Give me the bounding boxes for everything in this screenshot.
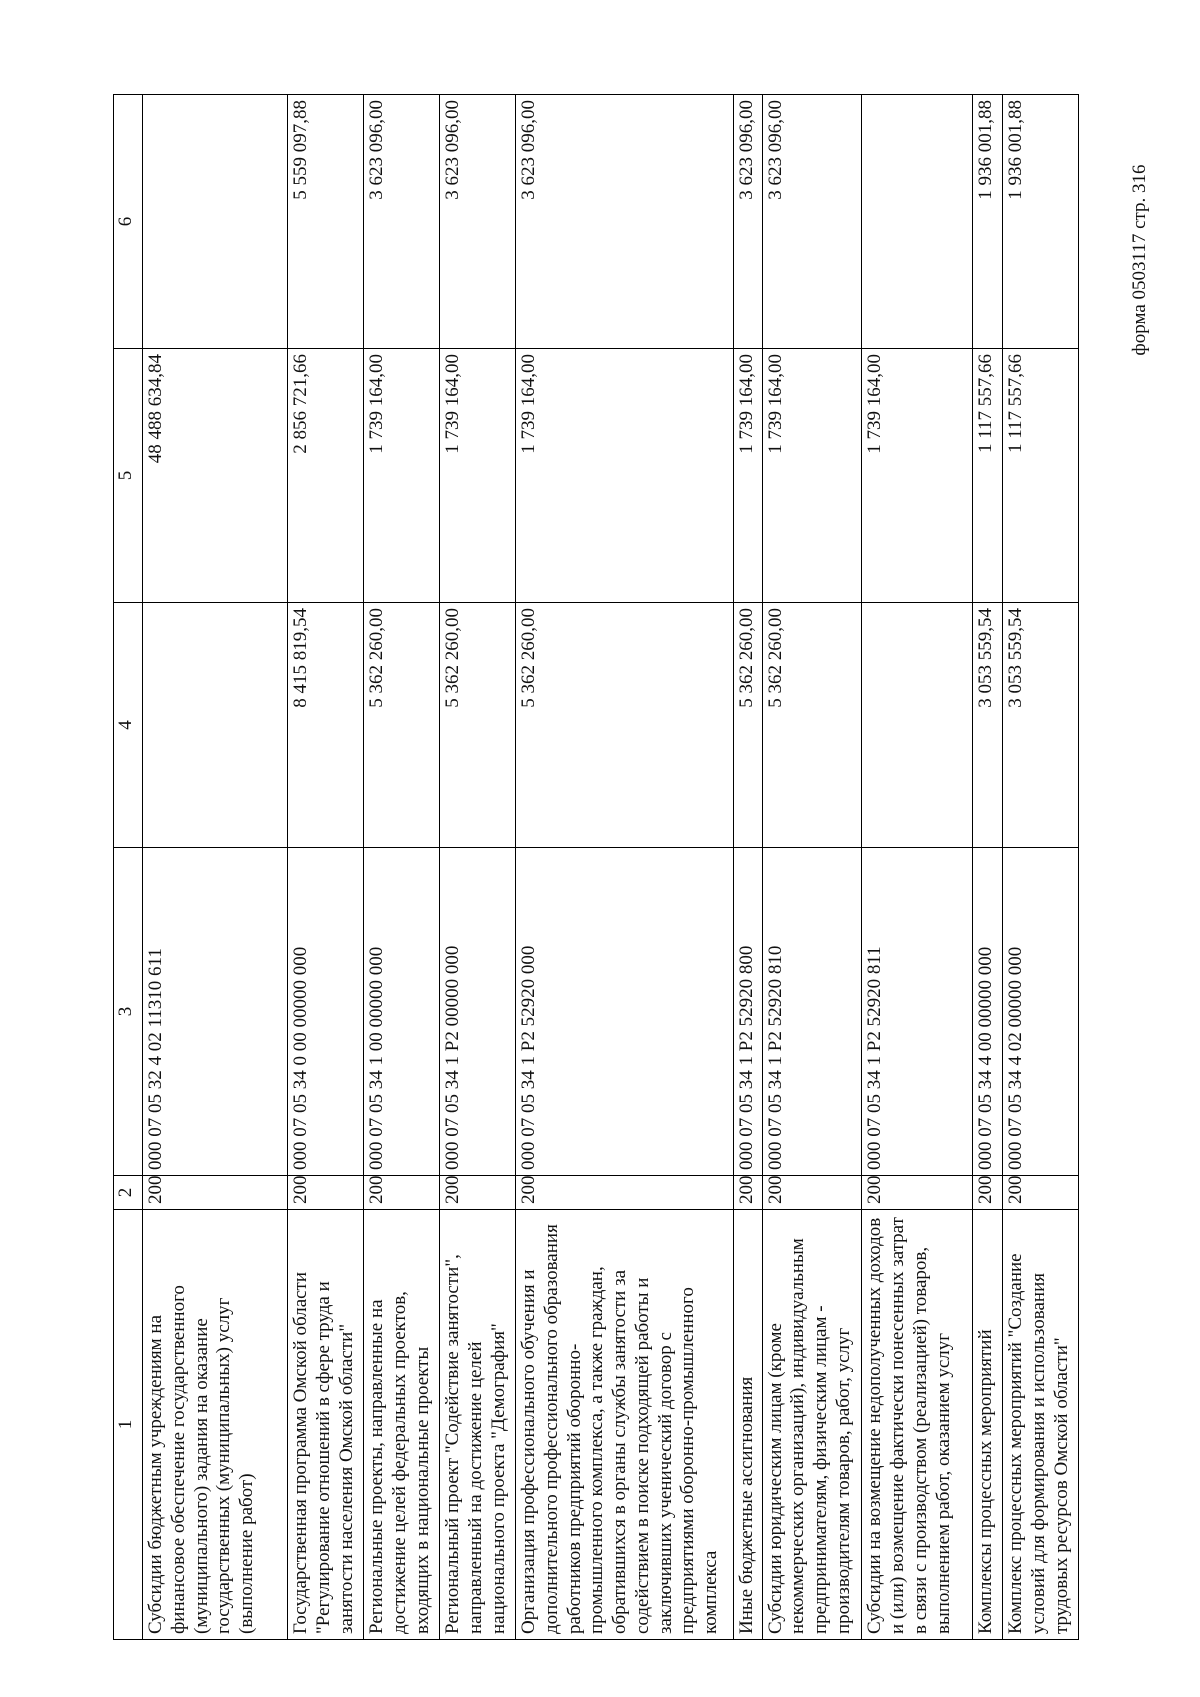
row-name: Комплекс процессных мероприятий "Создание условий для формирования и использования трудовых ресурсов Омской области" [1002, 1210, 1078, 1640]
row-name: Региональные проекты, направленные на достижение целей федеральных проектов, входящих в национальные проекты [363, 1210, 439, 1640]
row-approved: 3 053 559,54 [1002, 603, 1078, 848]
row-executed: 1 117 557,66 [1002, 349, 1078, 603]
row-unexecuted: 3 623 096,00 [515, 95, 733, 349]
row-name: Иные бюджетные ассигнования [733, 1210, 762, 1640]
row-budget-code: 000 07 05 34 1 P2 00000 000 [439, 848, 515, 1176]
row-approved: 5 362 260,00 [515, 603, 733, 848]
row-unexecuted: 1 936 001,88 [1002, 95, 1078, 349]
row-name: Государственная программа Омской области "Регулирование отношений в сфере труда и занятости населения Омской области" [287, 1210, 363, 1640]
table-row [363, 95, 439, 1640]
row-line-code: 200 [762, 1176, 862, 1210]
row-budget-code: 000 07 05 34 1 P2 52920 000 [515, 848, 733, 1176]
row-approved: 5 362 260,00 [733, 603, 762, 848]
row-budget-code: 000 07 05 34 4 00 00000 000 [972, 848, 1002, 1176]
row-approved: 5 362 260,00 [363, 603, 439, 848]
row-line-code: 200 [143, 1176, 288, 1210]
row-budget-code: 000 07 05 34 1 P2 52920 811 [862, 848, 973, 1176]
table-row [762, 95, 862, 1640]
table-row [515, 95, 733, 1640]
row-line-code: 200 [439, 1176, 515, 1210]
header-col-3: 3 [114, 848, 143, 1176]
table-row [287, 95, 363, 1640]
row-executed: 1 739 164,00 [862, 349, 973, 603]
row-approved: 3 053 559,54 [972, 603, 1002, 848]
row-approved [862, 603, 973, 848]
row-approved: 8 415 819,54 [287, 603, 363, 848]
row-budget-code: 000 07 05 34 4 02 00000 000 [1002, 848, 1078, 1176]
row-unexecuted: 3 623 096,00 [733, 95, 762, 349]
row-budget-code: 000 07 05 34 0 00 00000 000 [287, 848, 363, 1176]
row-unexecuted [143, 95, 288, 349]
row-executed: 2 856 721,66 [287, 349, 363, 603]
header-col-4: 4 [114, 603, 143, 848]
row-executed: 1 739 164,00 [363, 349, 439, 603]
row-line-code: 200 [363, 1176, 439, 1210]
report-table [113, 94, 1079, 1640]
header-col-6: 6 [114, 95, 143, 349]
table-row [1002, 95, 1078, 1640]
row-executed: 1 739 164,00 [439, 349, 515, 603]
row-name: Субсидии бюджетным учреждениям на финансовое обеспечение государственного (муниципального) задания на оказание государственных (муниципальных) услуг (выполнение работ) [143, 1210, 288, 1640]
table-row [143, 95, 288, 1640]
row-line-code: 200 [1002, 1176, 1078, 1210]
row-name: Организация профессионального обучения и дополнительного профессионального образования работников предприятий оборонно-промышленного комплекса, а также граждан, обратившихся в органы службы занятости за содействием в поиске подходящей работы и заключивших ученический договор с предприятиями оборонно-промышленного комплекса [515, 1210, 733, 1640]
table-header-row [114, 95, 143, 1640]
row-line-code: 200 [287, 1176, 363, 1210]
header-col-1: 1 [114, 1210, 143, 1640]
row-budget-code: 000 07 05 34 1 00 00000 000 [363, 848, 439, 1176]
row-executed: 1 739 164,00 [762, 349, 862, 603]
row-executed: 1 117 557,66 [972, 349, 1002, 603]
row-name: Региональный проект "Содействие занятости", направленный на достижение целей национального проекта "Демография" [439, 1210, 515, 1640]
row-name: Комплексы процессных мероприятий [972, 1210, 1002, 1640]
row-budget-code: 000 07 05 34 1 P2 52920 800 [733, 848, 762, 1176]
row-budget-code: 000 07 05 32 4 02 11310 611 [143, 848, 288, 1176]
row-unexecuted: 5 559 097,88 [287, 95, 363, 349]
row-budget-code: 000 07 05 34 1 P2 52920 810 [762, 848, 862, 1176]
row-line-code: 200 [972, 1176, 1002, 1210]
row-line-code: 200 [733, 1176, 762, 1210]
row-name: Субсидии на возмещение недополученных доходов и (или) возмещение фактически понесенных затрат в связи с производством (реализацией) товаров, выполнением работ, оказанием услуг [862, 1210, 973, 1640]
row-unexecuted: 3 623 096,00 [762, 95, 862, 349]
row-executed: 48 488 634,84 [143, 349, 288, 603]
table-row [439, 95, 515, 1640]
report-table-sheet [113, 95, 1079, 1640]
table-row [862, 95, 973, 1640]
row-unexecuted: 3 623 096,00 [363, 95, 439, 349]
form-label: форма 0503117 стр. 316 [1129, 164, 1150, 356]
table-row [733, 95, 762, 1640]
row-line-code: 200 [862, 1176, 973, 1210]
row-unexecuted [862, 95, 973, 349]
header-col-5: 5 [114, 349, 143, 603]
row-name: Субсидии юридическим лицам (кроме некоммерческих организаций), индивидуальным предпринимателям, физическим лицам - производителям товаров, работ, услуг [762, 1210, 862, 1640]
row-unexecuted: 3 623 096,00 [439, 95, 515, 349]
row-approved [143, 603, 288, 848]
row-line-code: 200 [515, 1176, 733, 1210]
row-approved: 5 362 260,00 [762, 603, 862, 848]
row-executed: 1 739 164,00 [515, 349, 733, 603]
row-approved: 5 362 260,00 [439, 603, 515, 848]
row-unexecuted: 1 936 001,88 [972, 95, 1002, 349]
row-executed: 1 739 164,00 [733, 349, 762, 603]
header-col-2: 2 [114, 1176, 143, 1210]
table-row [972, 95, 1002, 1640]
